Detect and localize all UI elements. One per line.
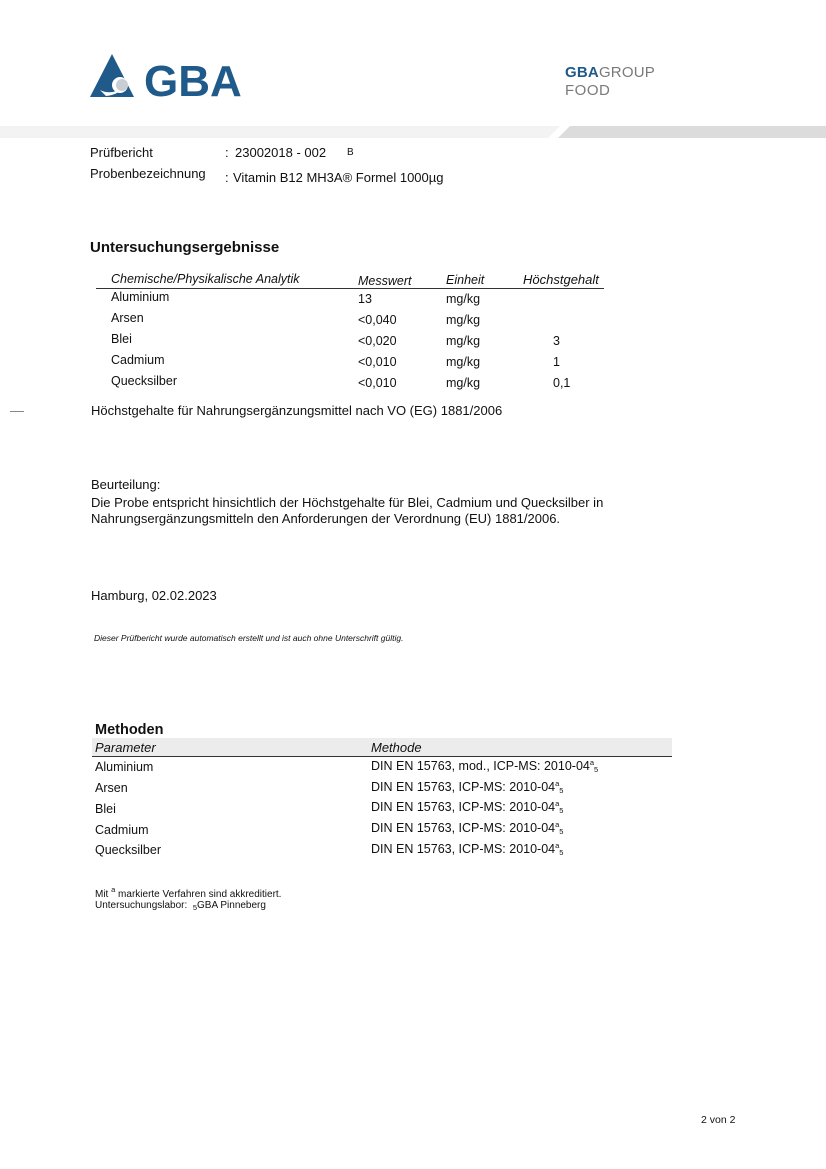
method-row-2-method xyxy=(371,799,563,815)
pruefbericht-label: Prüfbericht xyxy=(90,145,153,160)
methods-col-parameter: Parameter xyxy=(95,740,156,755)
method-row-0-accredited-mark: a xyxy=(589,758,595,767)
result-row-4-value: <0,010 xyxy=(358,376,397,390)
probenbezeichnung-label: Probenbezeichnung xyxy=(90,166,206,181)
group-brand xyxy=(565,64,655,82)
methods-note-post: markierte Verfahren sind akkreditiert. xyxy=(115,889,282,900)
method-row-1-method xyxy=(371,779,563,795)
method-row-2-accredited-mark: a xyxy=(555,799,560,808)
result-row-4-max: 0,1 xyxy=(553,376,571,390)
group-division: FOOD xyxy=(565,82,611,99)
methods-note-lab-mark: 5 xyxy=(192,903,198,912)
pruefbericht-separator: : xyxy=(225,145,229,160)
results-col-messwert: Messwert xyxy=(358,274,412,288)
result-row-1-name: Arsen xyxy=(111,311,144,325)
method-row-1-method-text: DIN EN 15763, ICP-MS: 2010-04 xyxy=(371,780,556,794)
methods-note-accredited xyxy=(95,885,281,900)
header-band xyxy=(0,126,826,138)
group-brand-rest: GROUP xyxy=(598,64,655,81)
auto-generated-note: Dieser Prüfbericht wurde automatisch erstellt und ist auch ohne Unterschrift gültig. xyxy=(94,633,404,643)
method-row-4-lab-mark: 5 xyxy=(559,848,564,857)
methods-note-pre: Mit xyxy=(95,889,112,900)
method-row-2-method-text: DIN EN 15763, ICP-MS: 2010-04 xyxy=(371,800,556,814)
result-row-2-unit: mg/kg xyxy=(446,334,481,348)
page-number: 2 von 2 xyxy=(701,1114,736,1126)
method-row-4-parameter: Quecksilber xyxy=(95,843,161,857)
result-row-3-max: 1 xyxy=(553,355,560,369)
methods-note-lab-value: GBA Pinneberg xyxy=(197,900,266,911)
results-col-hoechstgehalt: Höchstgehalt xyxy=(523,272,599,287)
result-row-3-value: <0,010 xyxy=(358,355,397,369)
result-row-2-value: <0,020 xyxy=(358,334,397,348)
method-row-0-lab-mark: 5 xyxy=(594,765,599,774)
results-col-analytik: Chemische/Physikalische Analytik xyxy=(111,272,300,286)
method-row-3-lab-mark: 5 xyxy=(559,827,564,836)
result-row-2-name: Blei xyxy=(111,332,132,346)
assessment-line-1: Die Probe entspricht hinsichtlich der Höchstgehalte für Blei, Cadmium und Quecksilber in xyxy=(91,495,604,510)
result-row-0-unit: mg/kg xyxy=(446,292,481,306)
method-row-3-parameter: Cadmium xyxy=(95,823,149,837)
results-header-rule xyxy=(96,288,604,289)
probenbezeichnung-separator: : xyxy=(225,170,229,185)
gba-logo-mark xyxy=(90,52,260,102)
method-row-1-parameter: Arsen xyxy=(95,781,128,795)
result-row-3-name: Cadmium xyxy=(111,353,165,367)
result-row-0-value: 13 xyxy=(358,292,372,306)
method-row-0-method xyxy=(371,758,598,774)
assessment-line-2: Nahrungsergänzungsmitteln den Anforderungen der Verordnung (EU) 1881/2006. xyxy=(91,511,561,526)
methods-title: Methoden xyxy=(95,722,164,738)
results-footnote: Höchstgehalte für Nahrungsergänzungsmittel nach VO (EG) 1881/2006 xyxy=(91,403,503,418)
method-row-4-accredited-mark: a xyxy=(555,841,560,850)
gba-logo xyxy=(90,52,260,102)
method-row-1-lab-mark: 5 xyxy=(559,786,564,795)
result-row-1-unit: mg/kg xyxy=(446,313,481,327)
methods-note-accredited-mark: a xyxy=(111,885,116,894)
methods-note-lab-label: Untersuchungslabor: xyxy=(95,900,188,911)
pruefbericht-suffix: B xyxy=(347,147,354,158)
method-row-4-method xyxy=(371,841,563,857)
result-row-4-name: Quecksilber xyxy=(111,374,177,388)
logo-text: GBA xyxy=(144,57,242,102)
results-col-einheit: Einheit xyxy=(446,273,485,287)
method-row-3-method-text: DIN EN 15763, ICP-MS: 2010-04 xyxy=(371,821,556,835)
result-row-0-name: Aluminium xyxy=(111,290,170,304)
method-row-3-method xyxy=(371,820,563,836)
assessment-label: Beurteilung: xyxy=(91,477,161,492)
result-row-3-unit: mg/kg xyxy=(446,355,481,369)
result-row-1-value: <0,040 xyxy=(358,313,397,327)
methods-header-rule xyxy=(92,756,672,757)
method-row-1-accredited-mark: a xyxy=(555,779,560,788)
results-title: Untersuchungsergebnisse xyxy=(90,239,280,256)
margin-mark xyxy=(10,411,24,412)
methods-col-methode: Methode xyxy=(371,740,422,755)
method-row-2-parameter: Blei xyxy=(95,802,116,816)
method-row-2-lab-mark: 5 xyxy=(559,806,564,815)
group-brand-bold: GBA xyxy=(565,64,599,81)
methods-note-lab xyxy=(95,900,266,912)
result-row-2-max: 3 xyxy=(553,334,560,348)
pruefbericht-value: 23002018 - 002 xyxy=(235,145,327,160)
gba-group-food-logo xyxy=(565,64,655,100)
method-row-3-accredited-mark: a xyxy=(555,820,560,829)
method-row-4-method-text: DIN EN 15763, ICP-MS: 2010-04 xyxy=(371,842,556,856)
place-date: Hamburg, 02.02.2023 xyxy=(91,588,217,603)
method-row-0-method-text: DIN EN 15763, mod., ICP-MS: 2010-04 xyxy=(371,759,590,773)
method-row-0-parameter: Aluminium xyxy=(95,760,154,774)
result-row-4-unit: mg/kg xyxy=(446,376,481,390)
probenbezeichnung-value: Vitamin B12 MH3A® Formel 1000µg xyxy=(233,170,444,185)
